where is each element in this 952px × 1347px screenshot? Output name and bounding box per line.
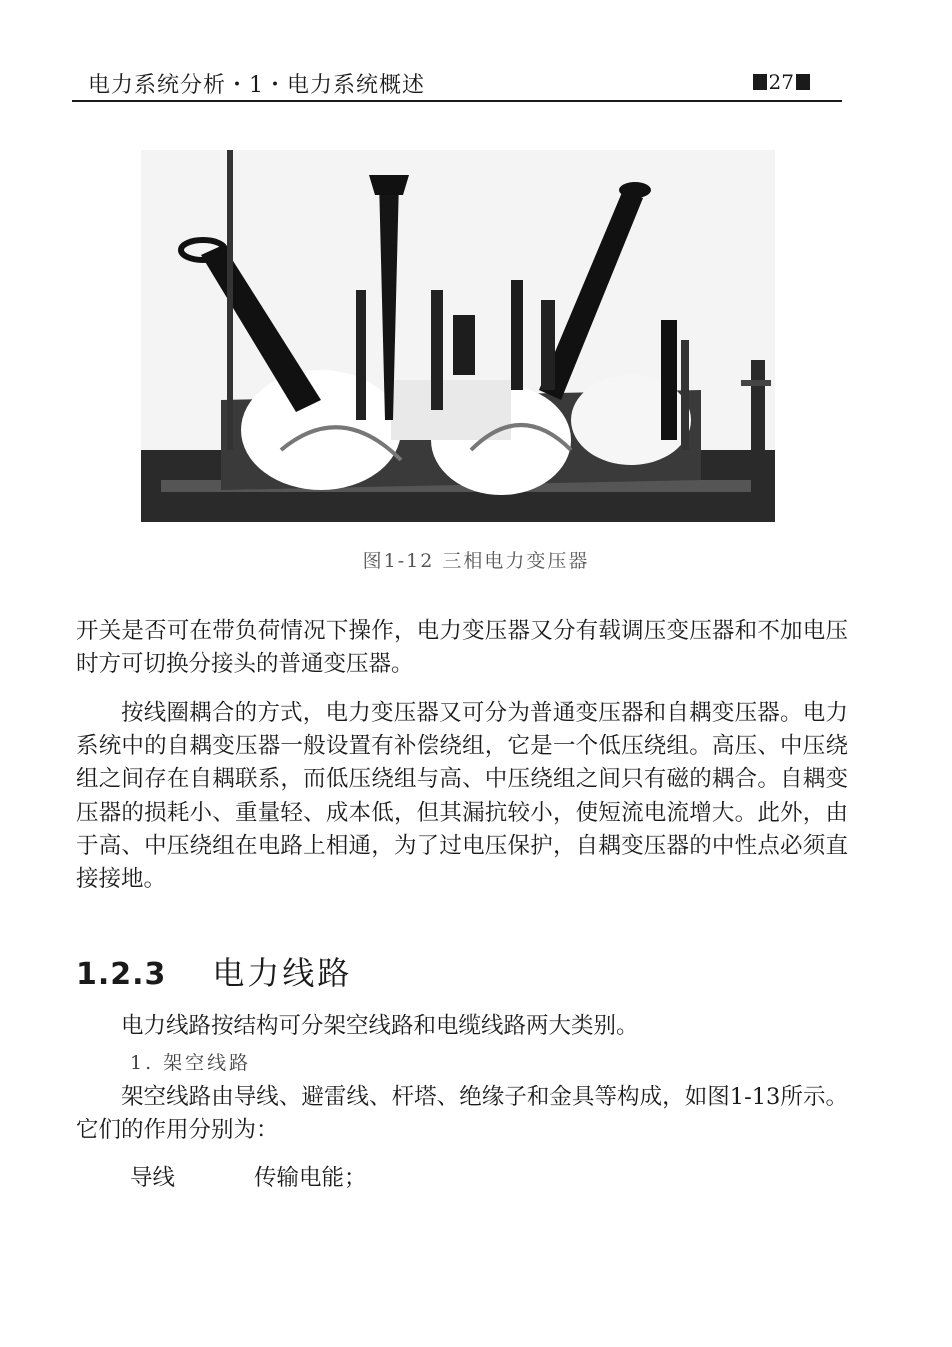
definition-desc: 传输电能； (254, 1165, 367, 1191)
section-title: 电力线路 (212, 954, 353, 992)
paragraph-2: 按线圈耦合的方式，电力变压器又可分为普通变压器和自耦变压器。电力系统中的自耦变压器一般设置有补偿绕组，它是一个低压绕组。高压、中压绕组之间存在自耦联系，而低压绕组与高、中压绕组之间只有磁的耦合。自耦变压器的损耗小、重量轻、成本低，但其漏抗较小，使短流电流增大。此外，由于高、中压绕组在电路上相通，为了过电压保护，自耦变压器的中性点必须直接接地。 (76, 700, 848, 893)
running-header (72, 62, 840, 98)
section-number: 1.2.3 (76, 957, 167, 992)
definition-line (130, 1160, 367, 1192)
page-number-block-right (796, 74, 810, 90)
header-rule (72, 100, 842, 102)
section-heading (76, 948, 353, 992)
transformer-photo (141, 150, 775, 522)
page-number-block-left (753, 74, 767, 90)
running-header-title: 电力系统分析・1・电力系统概述 (88, 73, 425, 98)
page-number (753, 70, 810, 94)
page-number-text: 27 (768, 70, 794, 94)
paragraph-4: 架空线路由导线、避雷线、杆塔、绝缘子和金具等构成，如图1-13所示。它们的作用分别为： (76, 1084, 848, 1144)
list-item-overhead-line: 1. 架空线路 (130, 1052, 252, 1074)
definition-term: 导线 (130, 1165, 176, 1191)
paragraph-1: 开关是否可在带负荷情况下操作，电力变压器又分有载调压变压器和不加电压时方可切换分接头的普通变压器。 (76, 618, 848, 678)
figure-caption: 图1-12 三相电力变压器 (362, 550, 590, 572)
paragraph-3: 电力线路按结构可分架空线路和电缆线路两大类别。 (121, 1013, 639, 1039)
